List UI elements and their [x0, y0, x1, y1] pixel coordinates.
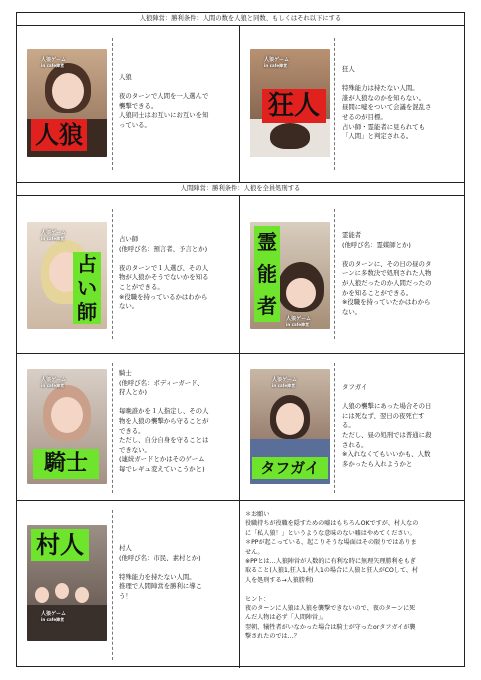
villager-description: 村人 (他呼び名：市民、素村とか) 特殊能力を持たない人間。 推理で人間陣営を勝利に導こ う！	[119, 544, 203, 600]
photo-logo: 人狼ゲーム in cafe陣営	[41, 57, 67, 68]
photo-logo: 人狼ゲーム in cafe陣営	[264, 57, 290, 68]
werewolf-description: 人狼 夜のターンで人間を一人選んで 襲撃できる。 人狼同士はお互いにお互いを知 っている。	[119, 73, 209, 129]
seer-photo	[27, 222, 107, 329]
human-team-header: 人間陣営：勝利条件：人狼を全員処刑する	[17, 183, 464, 196]
dashed-divider	[112, 209, 113, 339]
row-divider	[17, 500, 464, 501]
tough-guy-description: タフガイ 人狼の襲撃にあった場合その日 には死なず、翌日の夜死亡す る。 ただし、昼の処刑では普通に殺 される。 ※入れなくてもいいかも、人数 多かったら入れようかと	[342, 383, 432, 468]
tough-guy-badge: タフガイ	[252, 457, 328, 479]
werewolf-team-header: 人狼陣営：勝利条件：人間の数を人狼と同数、もしくはそれ以下にする	[17, 13, 464, 26]
dashed-divider	[334, 209, 335, 339]
role-sheet	[16, 12, 465, 667]
medium-badge: 霊 能 者	[254, 226, 280, 322]
dashed-divider	[334, 363, 335, 493]
villager-badge: 村人	[31, 529, 89, 561]
madman-photo	[250, 49, 330, 157]
werewolf-photo	[27, 49, 107, 157]
row-divider	[17, 353, 464, 354]
villager-photo	[27, 525, 107, 641]
knight-photo	[27, 369, 107, 484]
werewolf-badge: 人狼	[31, 119, 87, 151]
column-divider	[239, 26, 240, 182]
medium-photo	[250, 222, 330, 329]
knight-description: 騎士 (他呼び名：ボディーガード、 狩人とか) 毎晩誰かを１人指定し、その人 物を人狼の襲撃から守ることが できる。 ただし、自分自身を守ることは できない。 (連続ガードとかはそのゲーム 毎でレギュ変えていこうかと)	[119, 369, 209, 473]
dashed-divider	[334, 38, 335, 170]
madman-badge: 狂人	[262, 89, 326, 123]
knight-badge: 騎士	[33, 449, 99, 479]
dashed-divider	[112, 510, 113, 660]
madman-description: 狂人 特殊能力は持たない人間。 誰が人狼なのかを知らない。 昼間に嘘をついて会議を混乱さ せるのが目標。 占い師・霊能者に見られても 「人間」と判定される。	[342, 65, 432, 141]
dashed-divider	[112, 363, 113, 493]
seer-badge: 占 い 師	[73, 252, 101, 324]
tough-guy-photo	[250, 369, 330, 484]
photo-logo: 人狼ゲーム in cafe陣営	[272, 377, 298, 388]
photo-logo: 人狼ゲーム in cafe陣営	[41, 377, 67, 388]
photo-logo: 人狼ゲーム in cafe陣営	[286, 316, 312, 327]
medium-description: 霊能者 (他呼び名：霊媒師とか) 夜のターンに、その日の昼のタ ーンに多数決で処刑された人物 が人狼だったのか人間だったの かを知ることができる。 ※役職を持っていたかはわから ない。	[342, 231, 432, 316]
seer-description: 占い師 (他呼び名：預言者、予言とか) 夜のターンで１人選び、その人 物が人狼かそうでないかを知る ことができる。 ※役職を持っているかはわから ない。	[119, 235, 209, 311]
column-divider	[239, 196, 240, 668]
dashed-divider	[112, 38, 113, 170]
photo-logo: 人狼ゲーム in cafe陣営	[41, 230, 67, 241]
photo-logo: 人狼ゲーム in cafe陣営	[41, 611, 67, 622]
notes-and-hints: ＊お願い 役職持ちが役職を隠すための嘘はもちろんOKですが、村人なの に「私人狼！」というような意味のない嘘はやめてください。 ＊PPが起こっている、起こりそうな場面はその限りではありま せん。 ※PPとは…人狼陣営が人数的に有利な時に無理矢理勝利をもぎ 取ること(人狼1,狂人1,村人1の場合に人狼と狂人がCOして、村 人を処刑する→人狼勝利) ヒント： 夜のターンに人狼は人狼を襲撃できないので、夜のターンに死 んだ人物は必ず「人間陣営」。 翌朝、犠牲者がいなかった場合は騎士が守ったorタフガイが襲 撃されたのでは…？	[245, 511, 419, 641]
